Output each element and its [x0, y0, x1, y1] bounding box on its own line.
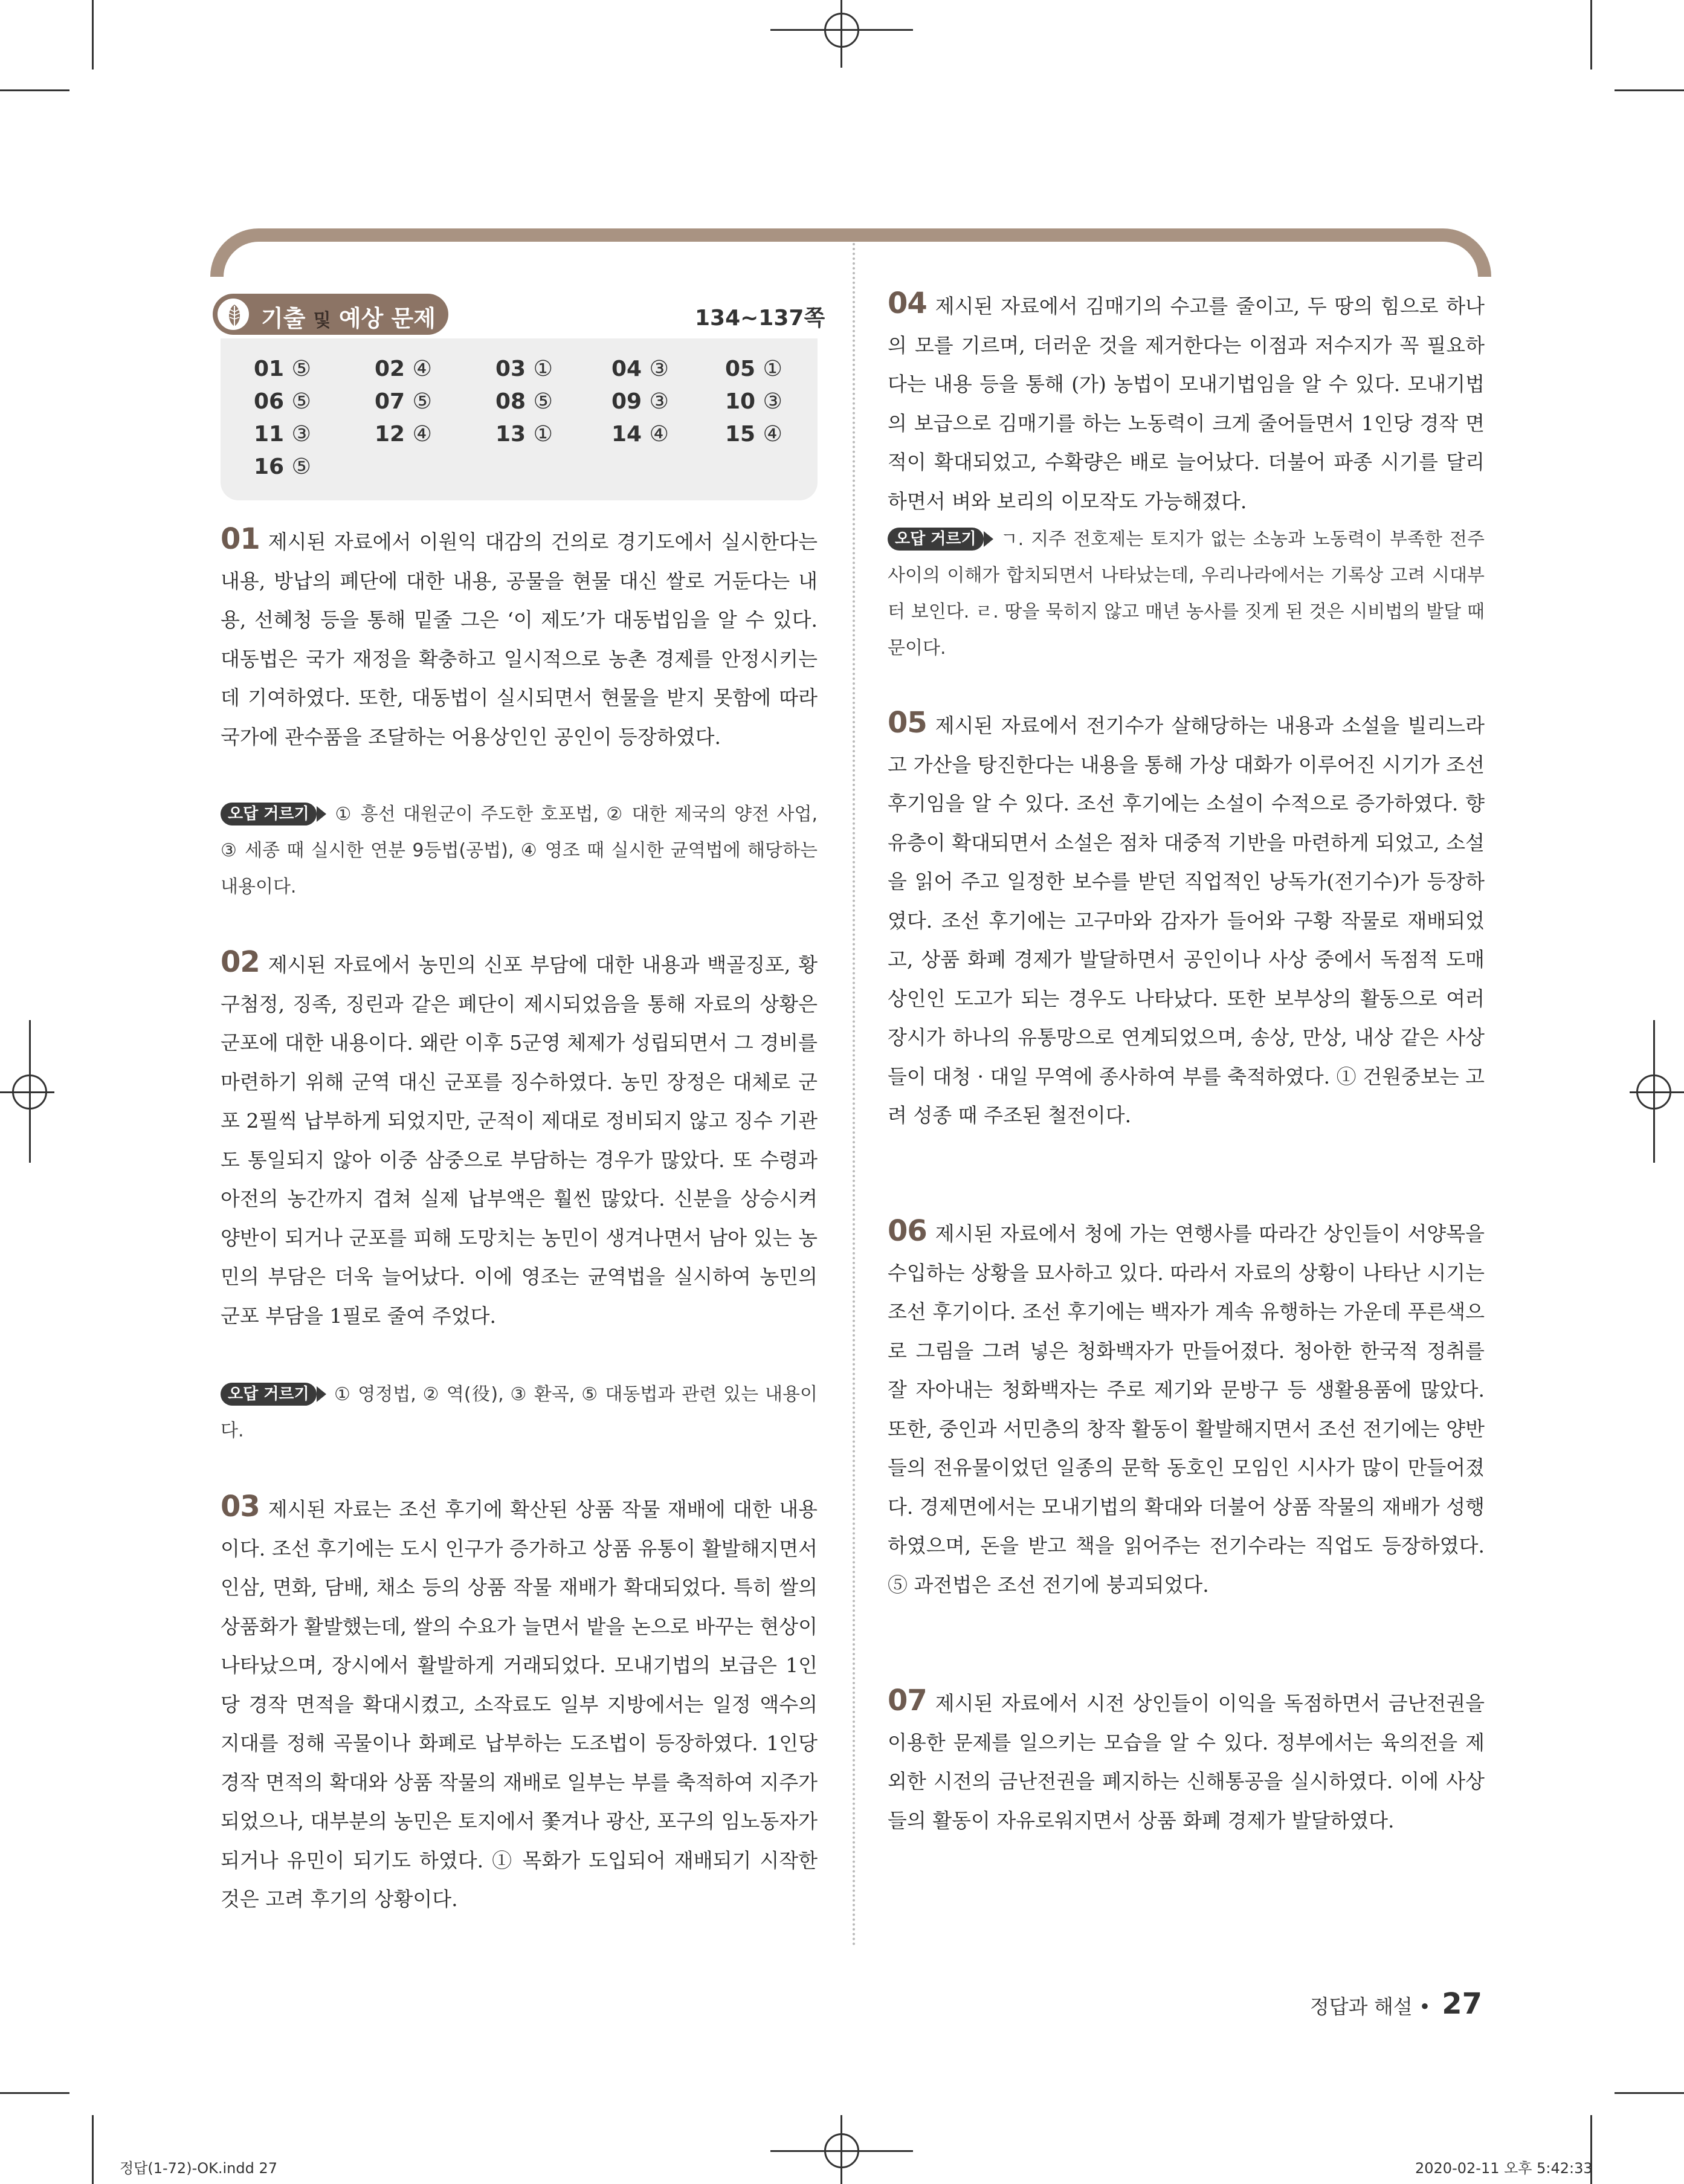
- answer-choice: ⑤: [291, 357, 311, 381]
- crop-mark: [1615, 89, 1684, 91]
- note-text: ① 흥선 대원군이 주도한 호포법, ② 대한 제국의 양전 사업, ③ 세종 때 실시한 연분 9등법(공법), ④ 영조 때 실시한 균역법에 해당하는 내용이다.: [221, 804, 818, 897]
- explanation-text: 제시된 자료에서 전기수가 살해당하는 내용과 소설을 빌리느라고 가산을 탕진한다는 내용을 통해 가상 대화가 이루어진 시기가 조선 후기임을 알 수 있다. 조선 후기에는 소설이 수적으로 증가하였다. 향유층이 확대되면서 소설은 점차 대중적 기반을 마련하게 되었고, 소설을 읽어 주고 일정한 보수를 받던 직업적인 낭독가(전기수)가 등장하였다. 조선 후기에는 고구마와 감자가 들어와 구황 작물로 재배되었고, 상품 화폐 경제가 발달하면서 공인이나 사상 중에서 독점적 도매상인인 도고가 되는 경우도 나타났다. 또한 보부상의 활동으로 여러 장시가 하나의 유통망으로 연계되었으며, 송상, 만상, 내상 같은 사상들이 대청 · 대일 무역에 종사하여 부를 축적하였다. ① 건원중보는 고려 성종 때 주조된 철전이다.: [888, 714, 1485, 1127]
- answer-item: [375, 357, 432, 381]
- answer-number: 06: [254, 389, 285, 414]
- answer-item: [375, 422, 432, 447]
- question-number: 04: [888, 286, 927, 320]
- registration-circle: [12, 1074, 47, 1110]
- answer-item: [254, 422, 311, 447]
- column-divider: [853, 243, 855, 1947]
- answer-choice: ⑤: [291, 454, 311, 479]
- bullet: •: [1419, 1995, 1431, 2018]
- answer-item: [725, 389, 782, 414]
- explanation-text: 제시된 자료에서 시전 상인들이 이익을 독점하면서 금난전권을 이용한 문제를 일으키는 모습을 알 수 있다. 정부에서는 육의전을 제외한 시전의 금난전권을 폐지하는 신해통공을 실시하였다. 이에 사상들의 활동이 자유로워지면서 상품 화폐 경제가 발달하였다.: [888, 1691, 1485, 1832]
- leaf-icon: [215, 296, 251, 332]
- explanation-07: [888, 1681, 1485, 1840]
- answer-item: [495, 357, 553, 381]
- wrong-answer-note-01: [221, 796, 818, 905]
- header-bar: [210, 228, 1491, 277]
- file-slug: 정답(1-72)-OK.indd 27: [120, 2160, 277, 2177]
- question-number: 02: [221, 945, 260, 979]
- note-text: ㄱ. 지주 전호제는 토지가 없는 소농과 노동력이 부족한 전주 사이의 이해가 합치되면서 나타났는데, 우리나라에서는 기록상 고려 시대부터 보인다. ㄹ. 땅을 묵히지 않고 매년 농사를 짓게 된 것은 시비법의 발달 때문이다.: [888, 529, 1485, 659]
- wrong-answer-note-02: [221, 1377, 818, 1449]
- answer-number: 15: [725, 422, 756, 447]
- answer-number: 11: [254, 422, 285, 447]
- answer-choice: ⑤: [412, 389, 432, 414]
- explanation-text: 제시된 자료에서 청에 가는 연행사를 따라간 상인들이 서양목을 수입하는 상황을 묘사하고 있다. 따라서 자료의 상황이 나타난 시기는 조선 후기이다. 조선 후기에는 백자가 계속 유행하는 가운데 푸른색으로 그림을 그려 넣은 청화백자가 만들어졌다. 청아한 한국적 정취를 잘 자아내는 청화백자는 주로 제기와 문방구 등 생활용품에 많았다. 또한, 중인과 서민층의 창작 활동이 활발해지면서 조선 전기에는 양반들의 전유물이었던 일종의 문학 동호인 모임인 시사가 많이 만들어졌다. 경제면에서는 모내기법의 확대와 더불어 상품 작물의 재배가 성행하였으며, 돈을 받고 책을 읽어주는 전기수라는 직업도 등장하였다. ⑤ 과전법은 조선 전기에 붕괴되었다.: [888, 1222, 1485, 1597]
- question-number: 03: [221, 1490, 260, 1523]
- question-number: 07: [888, 1684, 927, 1717]
- answer-item: [495, 389, 553, 414]
- answer-choice: ①: [763, 357, 782, 381]
- note-text: ① 영정법, ② 역(役), ③ 환곡, ⑤ 대동법과 관련 있는 내용이다.: [221, 1384, 818, 1441]
- explanation-text: 제시된 자료에서 김매기의 수고를 줄이고, 두 땅의 힘으로 하나의 모를 기르며, 더러운 것을 제거한다는 이점과 저수지가 꼭 필요하다는 내용 등을 통해 (가) 농법이 모내기법임을 알 수 있다. 모내기법의 보급으로 김매기를 하는 노동력이 크게 줄어들면서 1인당 경작 면적이 확대되었고, 수확량은 배로 늘어났다. 더불어 파종 시기를 달리하면서 벼와 보리의 이모작도 가능해졌다.: [888, 294, 1485, 513]
- answer-choice: ③: [763, 389, 782, 414]
- answer-choice: ①: [533, 357, 553, 381]
- registration-circle: [824, 13, 859, 48]
- answer-number: 08: [495, 389, 526, 414]
- answer-item: [375, 389, 432, 414]
- explanation-03: [221, 1487, 818, 1919]
- answer-number: 04: [611, 357, 642, 381]
- explanation-text: 제시된 자료에서 농민의 신포 부담에 대한 내용과 백골징포, 황구첨정, 징족, 징린과 같은 폐단이 제시되었음을 통해 자료의 상황은 군포에 대한 내용이다. 왜란 이후 5군영 체제가 성립되면서 그 경비를 마련하기 위해 군역 대신 군포를 징수하였다. 농민 장정은 대체로 군포 2필씩 납부하게 되었지만, 군적이 제대로 정비되지 않고 징수 기관도 통일되지 않아 이중 삼중으로 부담하는 경우가 많았다. 또 수령과 아전의 농간까지 겹쳐 실제 납부액은 훨씬 많았다. 신분을 상승시켜 양반이 되거나 군포를 피해 도망치는 농민이 생겨나면서 남아 있는 농민의 부담은 더욱 늘어났다. 이에 영조는 균역법을 실시하여 농민의 군포 부담을 1필로 줄여 주었다.: [221, 953, 818, 1328]
- explanation-05: [888, 703, 1485, 1136]
- answer-item: [254, 389, 311, 414]
- explanation-text: 제시된 자료는 조선 후기에 확산된 상품 작물 재배에 대한 내용이다. 조선 후기에는 도시 인구가 증가하고 상품 유통이 활발해지면서 인삼, 면화, 담배, 채소 등의 상품 작물 재배가 확대되었다. 특히 쌀의 상품화가 활발했는데, 쌀의 수요가 늘면서 밭을 논으로 바꾸는 현상이 나타났으며, 장시에서 활발하게 거래되었다. 모내기법의 보급은 1인당 경작 면적을 확대시켰고, 소작료도 일부 지방에서는 일정 액수의 지대를 정해 곡물이나 화폐로 납부하는 도조법이 등장하였다. 1인당 경작 면적의 확대와 상품 작물의 재배로 일부는 부를 축적하여 지주가 되었으나, 대부분의 농민은 토지에서 쫓겨나 광산, 포구의 임노동자가 되거나 유민이 되기도 하였다. ① 목화가 도입되어 재배되기 시작한 것은 고려 후기의 상황이다.: [221, 1497, 818, 1911]
- answer-number: 01: [254, 357, 285, 381]
- answer-item: [725, 422, 782, 447]
- answer-item: [611, 422, 669, 447]
- answer-item: [254, 454, 311, 479]
- crop-mark: [92, 0, 94, 69]
- print-timestamp: 2020-02-11 오후 5:42:33: [1415, 2160, 1593, 2177]
- answer-choice: ③: [291, 422, 311, 447]
- answer-item: [254, 357, 311, 381]
- wrong-answer-tag: 오답 거르기: [221, 803, 317, 825]
- answer-number: 10: [725, 389, 756, 414]
- answer-choice: ⑤: [291, 389, 311, 414]
- crop-mark: [0, 2092, 69, 2094]
- answer-choice: ③: [649, 357, 669, 381]
- heading-title: 기출 및 예상 문제: [261, 305, 436, 332]
- question-number: 06: [888, 1214, 927, 1248]
- answer-choice: ④: [412, 357, 432, 381]
- crop-mark: [1590, 0, 1592, 69]
- answer-choice: ①: [533, 422, 553, 447]
- section-label: 정답과 해설: [1309, 1995, 1413, 2018]
- answer-item: [611, 357, 669, 381]
- answer-number: 09: [611, 389, 642, 414]
- explanation-01: [221, 520, 818, 757]
- crop-mark: [1615, 2092, 1684, 2094]
- answer-number: 14: [611, 422, 642, 447]
- explanation-04: [888, 284, 1485, 521]
- registration-circle: [824, 2133, 859, 2168]
- page-footer: [1310, 1987, 1482, 2021]
- section-heading: [213, 294, 448, 335]
- answer-choice: ④: [649, 422, 669, 447]
- explanation-02: [221, 943, 818, 1336]
- page-range: 134~137쪽: [695, 306, 825, 331]
- answer-number: 05: [725, 357, 756, 381]
- page-number: 27: [1442, 1987, 1482, 2021]
- wrong-answer-tag: 오답 거르기: [888, 528, 984, 551]
- answer-choice: ④: [412, 422, 432, 447]
- answer-number: 12: [375, 422, 405, 447]
- crop-mark: [92, 2115, 94, 2184]
- registration-circle: [1636, 1074, 1671, 1110]
- answer-item: [495, 422, 553, 447]
- answer-choice: ⑤: [533, 389, 553, 414]
- answer-choice: ④: [763, 422, 782, 447]
- answer-item: [611, 389, 669, 414]
- answer-number: 13: [495, 422, 526, 447]
- explanation-06: [888, 1212, 1485, 1604]
- wrong-answer-tag: 오답 거르기: [221, 1383, 317, 1406]
- answer-number: 16: [254, 454, 285, 479]
- wrong-answer-note-04: [888, 522, 1485, 667]
- question-number: 05: [888, 706, 927, 740]
- explanation-text: 제시된 자료에서 이원익 대감의 건의로 경기도에서 실시한다는 내용, 방납의 폐단에 대한 내용, 공물을 현물 대신 쌀로 거둔다는 내용, 선혜청 등을 통해 밑줄 그은 ‘이 제도’가 대동법임을 알 수 있다. 대동법은 국가 재정을 확충하고 일시적으로 농촌 경제를 안정시키는 데 기여하였다. 또한, 대동법이 실시되면서 현물을 받지 못함에 따라 국가에 관수품을 조달하는 어용상인인 공인이 등장하였다.: [221, 530, 818, 749]
- answer-choice: ③: [649, 389, 669, 414]
- answer-number: 07: [375, 389, 405, 414]
- crop-mark: [0, 89, 69, 91]
- answer-item: [725, 357, 782, 381]
- question-number: 01: [221, 522, 260, 556]
- answer-number: 03: [495, 357, 526, 381]
- answer-number: 02: [375, 357, 405, 381]
